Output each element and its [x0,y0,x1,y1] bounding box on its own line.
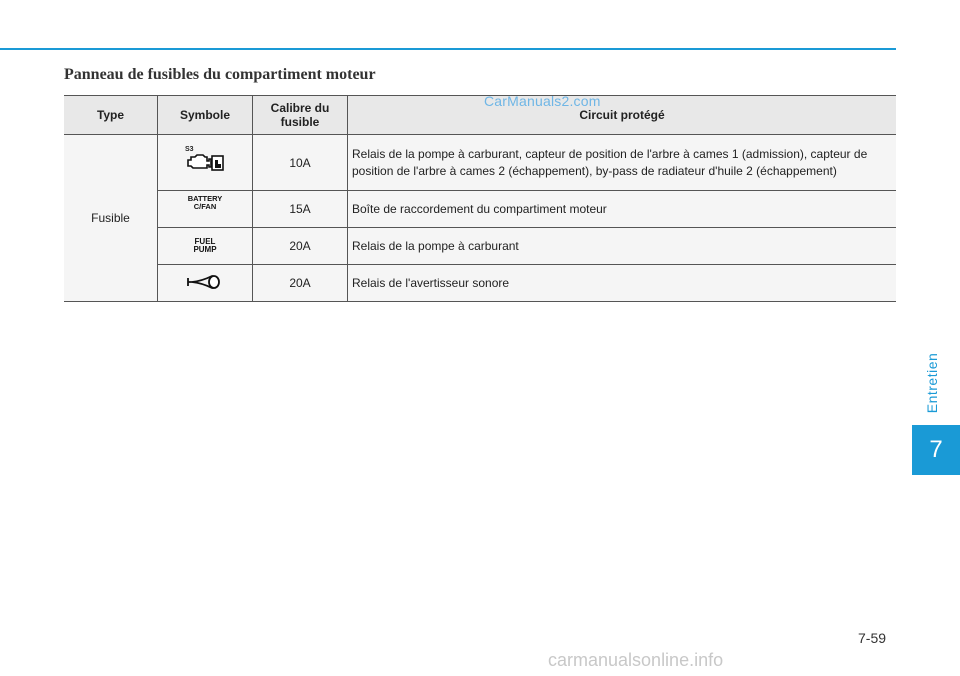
table-row [64,191,896,228]
header-type: Type [64,96,158,135]
table-header-row [64,96,896,135]
rating-cell: 20A [253,265,348,302]
sensor-label: S3 [185,146,194,153]
symbol-cell [158,135,253,191]
type-cell: Fusible [64,135,158,302]
circuit-cell: Boîte de raccordement du compartiment moteur [348,191,897,228]
table-row [64,265,896,302]
rating-cell: 15A [253,191,348,228]
circuit-cell: Relais de la pompe à carburant [348,228,897,265]
section-title: Panneau de fusibles du compartiment moteur [64,66,376,83]
symbol-cell [158,265,253,302]
page-number: 7-59 [858,630,887,646]
watermark-top: CarManuals2.com [484,93,601,109]
header-rating-text: Calibre du fusible [270,101,330,129]
watermark-bottom: carmanualsonline.info [548,650,724,670]
symbol-line1: BATTERY [187,193,223,203]
fuel-pump-label [193,238,216,254]
rating-cell: 10A [253,135,348,191]
side-tab [922,338,942,428]
engine-sensor-icon [185,148,225,174]
circuit-cell: Relais de l'avertisseur sonore [348,265,897,302]
symbol-cell [158,228,253,265]
symbol-line2: PUMP [193,244,217,254]
header-rating [253,96,348,135]
battery-cfan-label [188,195,223,211]
symbol-cell [158,191,253,228]
symbol-line2: C/FAN [193,201,217,211]
chapter-badge: 7 [912,425,960,475]
side-tab-label: Entretien [924,352,940,414]
header-circuit: Circuit protégé [348,96,897,135]
horn-icon [185,272,225,292]
table-row [64,228,896,265]
header-symbol: Symbole [158,96,253,135]
circuit-cell: Relais de la pompe à carburant, capteur de position de l'arbre à cames 1 (admission), capteur de position de l'arbre à cames 2 (échappement), by-pass de radiateur d'huile 2 (échappement) [348,135,897,191]
rating-cell: 20A [253,228,348,265]
table-row [64,135,896,191]
fuse-table [64,95,896,302]
top-rule [0,48,896,50]
symbol-line1: FUEL [194,236,216,246]
